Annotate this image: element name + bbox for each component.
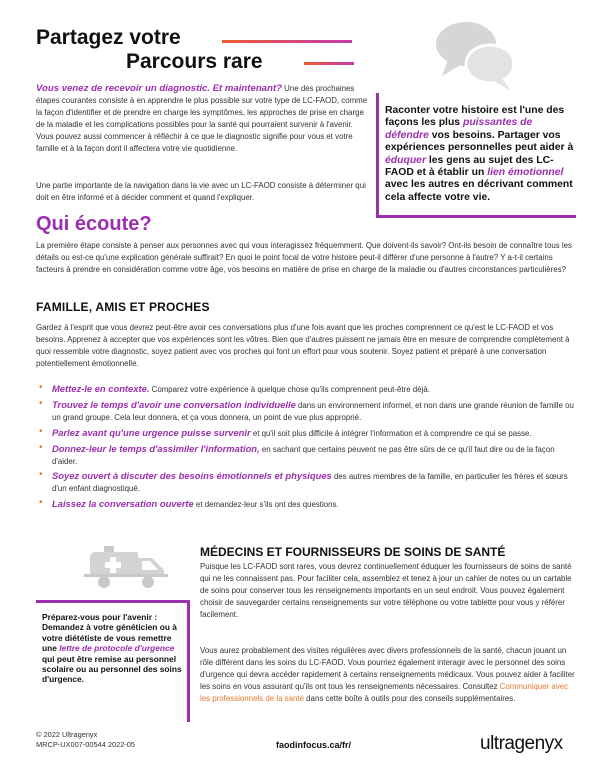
intro-paragraph-2: Une partie importante de la navigation dans la vie avec un LC-FAOD consiste à déterminer qui doit en être informé et à décider comment et quand l'expliquer. (36, 181, 366, 202)
tip-text: Comparez votre expérience à quelque chose qu'ils comprennent peut-être déjà. (149, 385, 430, 394)
callout-highlight: puissantes de défendre (385, 117, 533, 141)
list-item (36, 399, 581, 424)
tip-highlight: Trouvez le temps d'avoir une conversation individuelle (52, 398, 296, 410)
tip-text: des autres membres de la famille, en particulier les frères et sœurs d'un enfant diagnostiqué. (52, 472, 568, 494)
medecins-text-part: Vous aurez probablement des visites régulières avec divers professionnels de la santé, chacun jouant un rôle différent dans les soins du LC-FAOD. Vous pourriez également interagir avec le personnel des soins d'urgence qui devra accéder rapidement à certains renseignements médicaux. Vous pouvez aider à faciliter les soins en vous assurant qu'ils ont tous les renseignements nécessaires. Consultez (200, 646, 575, 691)
callout-text-part: vos besoins. Partager vos expériences personnelles peut aider à (385, 129, 574, 154)
section-heading-medecins: MÉDECINS ET FOURNISSEURS DE SOINS DE SANTÉ (200, 545, 506, 559)
callout-text-part: avec les autres en décrivant comment cela affecte votre vie. (385, 179, 573, 203)
list-item (36, 470, 581, 495)
card-highlight: lettre de protocole d'urgence (59, 643, 175, 654)
tip-text: dans un environnement informel, et non dans une grande réunion de famille ou un grand groupe. Cela leur donnera, et ça vous donnera, un point de vue plus approprié. (52, 400, 574, 422)
document-code: MRCP-UX007-00544 2022-05 (36, 740, 136, 749)
tip-highlight: Parlez avant qu'une urgence puisse survenir (52, 426, 251, 438)
tip-text: et qu'il soit plus difficile à intégrer l'information et à comprendre ce qui se passe. (250, 428, 532, 438)
footer-legal (36, 730, 135, 750)
callout-highlight: éduquer (385, 154, 426, 166)
tip-highlight: Mettez-le en contexte. (52, 383, 150, 394)
emergency-card-text (42, 612, 188, 685)
ultragenyx-logo: ultragenyx (480, 733, 563, 754)
famille-text: Gardez à l'esprit que vous devrez peut-être avoir ces conversations plus d'une fois avant que les proches comprennent ce qu'est le LC-FAOD et vos besoins. Apprenez à accepter que vos expériences sont les vôtres. Bien que d'autres puissent ne jamais être en mesure de comprendre complètement à quoi ressemble votre diagnostic, soyez patient avec vos proches qui font un effort pour vous soutenir. Soyez patient et préparé à une conversation potentiellement émotionnelle. (36, 323, 570, 368)
card-text-part: Préparez-vous pour l'avenir : Demandez à votre généticien ou à votre diététiste de vous remettre une (42, 612, 177, 654)
list-item (36, 443, 581, 468)
section-heading-famille: FAMILLE, AMIS ET PROCHES (36, 300, 210, 314)
tip-highlight: Donnez-leur le temps d'assimiler l'information, (52, 442, 260, 454)
title-accent-bar-2 (304, 62, 354, 65)
tip-highlight: Soyez ouvert à discuter des besoins émotionnels et physiques (52, 470, 332, 482)
famille-tips-list (36, 383, 581, 514)
intro-paragraph (36, 83, 368, 154)
title-accent-bar (222, 40, 352, 43)
medecins-text-part: dans cette boîte à outils pour des conseils supplémentaires. (303, 693, 516, 703)
callout-text-part: les gens au sujet des LC-FAOD et à établir un (385, 154, 554, 179)
tip-text: en sachant que certains peuvent ne pas être sûrs de ce qu'il faut dire ou de la façon d'aider. (52, 444, 555, 466)
ambulance-icon (80, 540, 172, 596)
list-item (36, 498, 581, 511)
callout-highlight: lien émotionnel (487, 167, 564, 179)
qui-ecoute-text: La première étape consiste à penser aux personnes avec qui vous interagissez fréquemment. Que doivent-ils savoir? Ont-ils besoin de connaître tous les détails ou est-ce qu'une explication générale suffirait? En quoi le point focal de votre histoire peut-il différer d'une personne à l'autre? Y a-t-il certains facteurs à prendre en considération comme votre âge, vos besoins en matière de prise en charge de la maladie ou d'autres circonstances particulières? (36, 241, 572, 274)
medecins-paragraph-2 (200, 645, 580, 705)
copyright: © 2022 Ultragenyx (36, 730, 98, 739)
list-item (36, 383, 581, 396)
page-title-line1: Partagez votre (36, 26, 181, 49)
professionnels-sante-link[interactable]: Communiquer avec les professionnels de la santé (200, 681, 569, 703)
callout-text-part: Raconter votre histoire est l'une des façons les plus (385, 105, 565, 129)
section-heading-qui-ecoute: Qui écoute? (36, 213, 152, 235)
card-text-part: qui peut être remise au personnel scolaire ou au personnel des soins d'urgence. (42, 653, 182, 685)
intro-lead: Vous venez de recevoir un diagnostic. Et maintenant? (36, 83, 282, 94)
tip-text: et demandez-leur s'ils ont des questions. (193, 500, 339, 510)
list-item (36, 427, 581, 440)
page-title-line2: Parcours rare (126, 50, 263, 73)
footer-url[interactable]: faodinfocus.ca/fr/ (276, 740, 352, 750)
medecins-paragraph-1: Puisque les LC-FAOD sont rares, vous devrez continuellement éduquer les fournisseurs de soins de santé qui ne les connaissent pas. Pour faciliter cela, assemblez et tenez à jour un cahier de notes ou un cartable de soins pour conserver tous les renseignements importants en un seul endroit. Vous pouvez également choisir de sauvegarder certains renseignements sur votre téléphone ou votre tablette pour vous y référer facilement. (200, 562, 572, 619)
speech-bubbles-icon (430, 18, 520, 94)
intro-text: Une des prochaines étapes courantes consiste à en apprendre le plus possible sur votre type de LC-FAOD, comme la façon d'identifier et de prendre en charge les symptômes, les approches de prise en charge de la maladie et les complications possibles pour la santé qui pourraient survenir à l'avenir. Vous pouvez aussi commencer à réfléchir à ce que le diagnostic signifie pour vous et votre famille et à la façon dont il affectera votre vie quotidienne. (36, 84, 368, 153)
tip-highlight: Laissez la conversation ouverte (52, 498, 194, 510)
callout-text (385, 105, 575, 204)
